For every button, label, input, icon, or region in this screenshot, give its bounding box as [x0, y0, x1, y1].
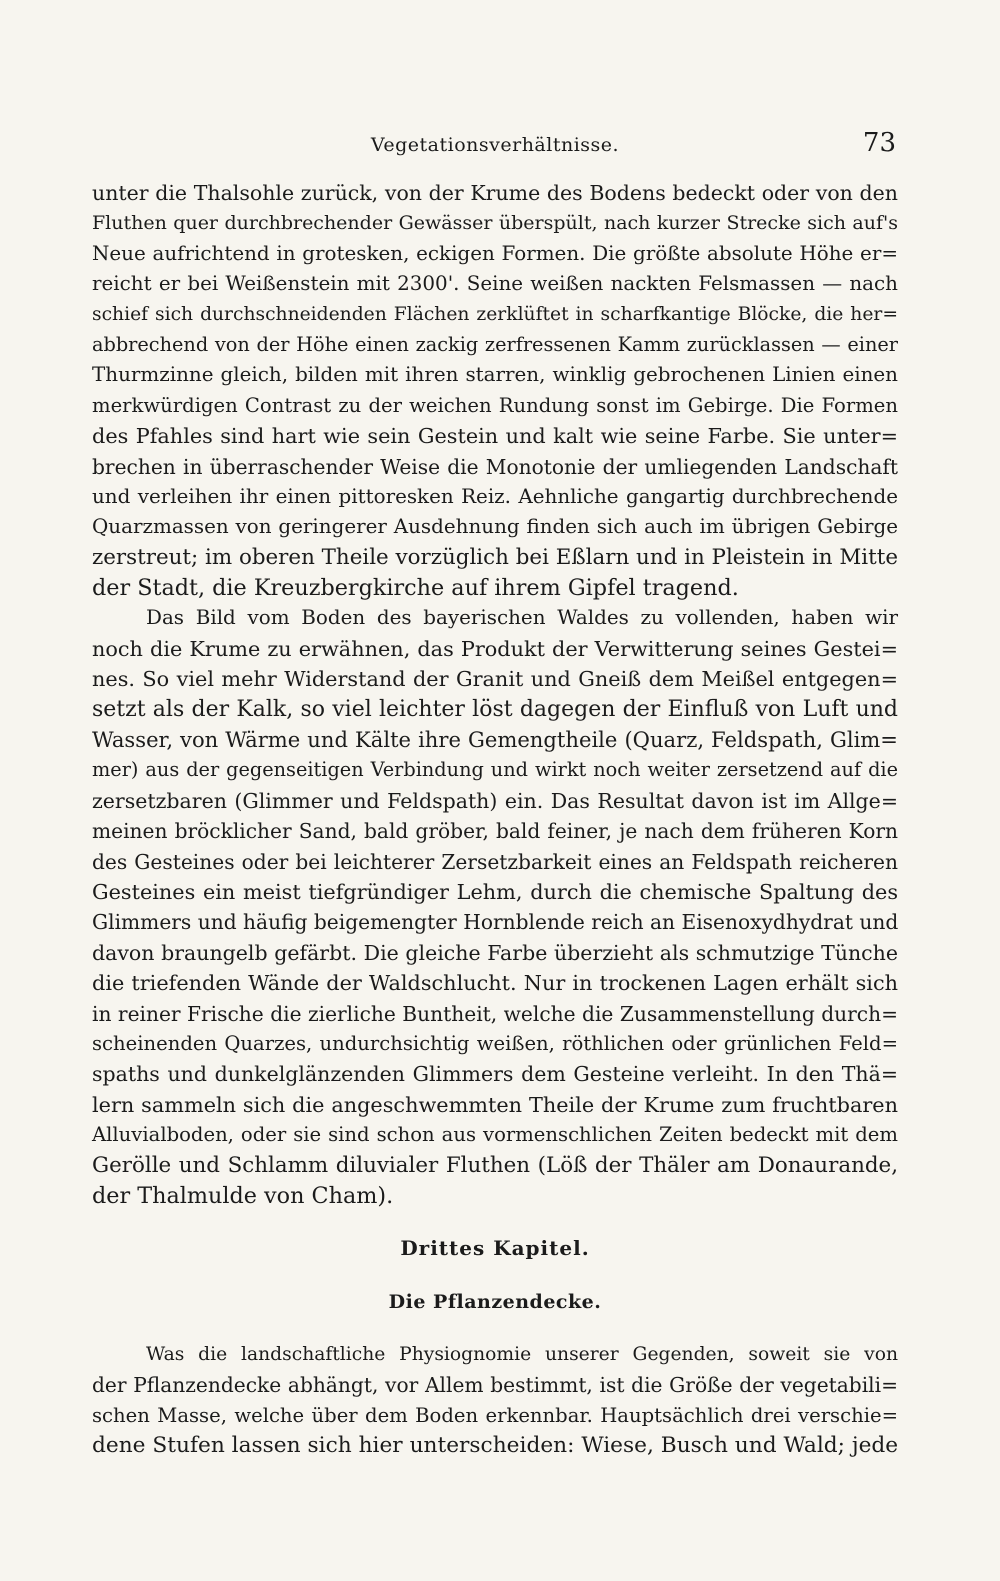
text-line: lern sammeln sich die angeschwemmten Theile der Krume zum fruchtbaren	[92, 1092, 898, 1117]
book-page	[92, 0, 898, 1581]
paragraph-1	[92, 178, 898, 603]
text-line: brechen in überraschender Weise die Monotonie der umliegenden Landschaft	[92, 454, 898, 479]
running-title: Vegetationsverhältnisse.	[370, 134, 620, 156]
text-line: des Pfahles sind hart wie sein Gestein und kalt wie seine Farbe. Sie unter=	[92, 424, 898, 449]
text-line: reicht er bei Weißenstein mit 2300'. Seine weißen nackten Felsmassen — nach	[92, 272, 898, 296]
text-line: Was die landschaftliche Physiognomie unserer Gegenden, soweit sie von	[146, 1344, 898, 1365]
text-line: mer) aus der gegenseitigen Verbindung und wirkt noch weiter zersetzend auf die	[92, 758, 898, 782]
text-line: und verleihen ihr einen pittoresken Reiz. Aehnliche gangartig durchbrechende	[92, 484, 898, 508]
body-text-bottom	[92, 1340, 898, 1462]
text-line: schief sich durchschneidenden Flächen zerklüftet in scharfkantige Blöcke, die her=	[92, 303, 898, 325]
page-number: 73	[862, 128, 896, 158]
paragraph-3	[92, 1340, 898, 1462]
text-line: Gesteines ein meist tiefgründiger Lehm, durch die chemische Spaltung des	[92, 879, 898, 904]
text-line: Quarzmassen von geringerer Ausdehnung finden sich auch im übrigen Gebirge	[92, 515, 898, 539]
text-line: der Stadt, die Kreuzbergkirche auf ihrem Gipfel tragend.	[92, 575, 739, 602]
text-line: schen Masse, welche über dem Boden erkennbar. Hauptsächlich drei verschie=	[92, 1403, 898, 1427]
text-line: Neue aufrichtend in grotesken, eckigen Formen. Die größte absolute Höhe er=	[92, 241, 898, 265]
text-line: Gerölle und Schlamm diluvialer Fluthen (Löß der Thäler am Donaurande,	[92, 1152, 898, 1178]
text-line: spaths und dunkelglänzenden Glimmers dem Gesteine verleiht. In den Thä=	[92, 1062, 898, 1087]
text-line: in reiner Frische die zierliche Buntheit, welche die Zusammenstellung durch=	[92, 1001, 898, 1026]
text-line: zersetzbaren (Glimmer und Feldspath) ein. Das Resultat davon ist im Allge=	[92, 788, 898, 813]
text-line: Wasser, von Wärme und Kälte ihre Gemengtheile (Quarz, Feldspath, Glim=	[92, 727, 898, 753]
text-line: Fluthen quer durchbrechender Gewässer überspült, nach kurzer Strecke sich auf's	[92, 212, 898, 235]
text-line: meinen bröcklicher Sand, bald gröber, bald feiner, je nach dem früheren Korn	[92, 819, 898, 844]
text-line: nes. So viel mehr Widerstand der Granit und Gneiß dem Meißel entgegen=	[92, 667, 898, 692]
text-line: setzt als der Kalk, so viel leichter löst dagegen der Einfluß von Luft und	[92, 696, 898, 722]
text-line: der Thalmulde von Cham).	[92, 1182, 394, 1209]
text-line: die triefenden Wände der Waldschlucht. Nur in trockenen Lagen erhält sich	[92, 971, 898, 996]
text-line: scheinenden Quarzes, undurchsichtig weißen, röthlichen oder grünlichen Feld=	[92, 1031, 898, 1055]
text-line: abbrechend von der Höhe einen zackig zerfressenen Kamm zurücklassen — einer	[92, 332, 898, 356]
chapter-title: Drittes Kapitel.	[400, 1236, 590, 1260]
text-line: des Gesteines oder bei leichterer Zersetzbarkeit eines an Feldspath reicheren	[92, 849, 898, 874]
text-line: Das Bild vom Boden des bayerischen Waldes zu vollenden, haben wir	[146, 606, 898, 630]
text-line: Glimmers und häufig beigemengter Hornblende reich an Eisenoxydhydrat und	[92, 910, 899, 935]
paragraph-2	[92, 603, 898, 1211]
text-line: davon braungelb gefärbt. Die gleiche Farbe überzieht als schmutzige Tünche	[92, 940, 898, 965]
text-line: zerstreut; im oberen Theile vorzüglich bei Eßlarn und in Pleistein in Mitte	[92, 544, 898, 570]
text-line: unter die Thalsohle zurück, von der Krume des Bodens bedeckt oder von den	[92, 181, 898, 205]
body-text-top	[92, 178, 898, 1211]
text-line: merkwürdigen Contrast zu der weichen Rundung sonst im Gebirge. Die Formen	[92, 393, 898, 417]
section-title: Die Pflanzendecke.	[388, 1291, 602, 1313]
text-line: Thurmzinne gleich, bilden mit ihren starren, winklig gebrochenen Linien einen	[92, 363, 898, 387]
text-line: dene Stufen lassen sich hier unterscheiden: Wiese, Busch und Wald; jede	[92, 1433, 899, 1459]
running-head	[92, 128, 898, 162]
text-line: der Pflanzendecke abhängt, vor Allem bestimmt, ist die Größe der vegetabili=	[92, 1373, 898, 1398]
text-line: noch die Krume zu erwähnen, das Produkt der Verwitterung seines Gestei=	[92, 636, 898, 661]
text-line: Alluvialboden, oder sie sind schon aus vormenschlichen Zeiten bedeckt mit dem	[92, 1123, 898, 1147]
